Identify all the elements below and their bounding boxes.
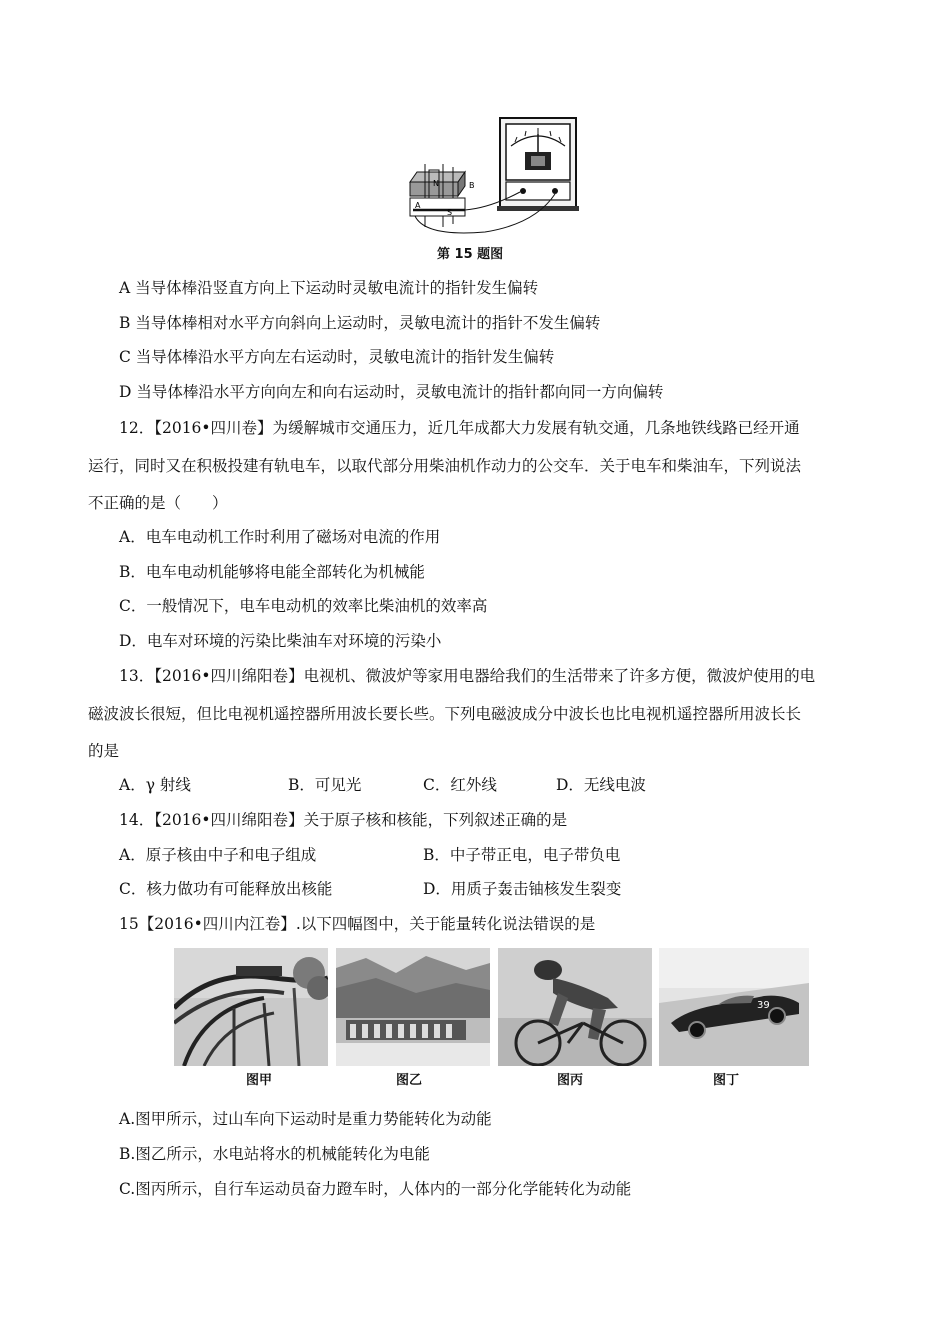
q11-option-a: A 当导体棒沿竖直方向上下运动时灵敏电流计的指针发生偏转 <box>119 279 539 297</box>
photo-caption-ding: 图丁 <box>713 1073 740 1088</box>
q13-stem-line-2: 磁波波长很短，但比电视机遥控器所用波长要长些。下列电磁波成分中波长也比电视机遥控器所用波长长 <box>88 705 802 723</box>
photo-caption-jia: 图甲 <box>246 1073 273 1088</box>
car-number: 39 <box>757 1000 770 1011</box>
q15-option-c: C.图丙所示，自行车运动员奋力蹬车时，人体内的一部分化学能转化为动能 <box>119 1180 632 1198</box>
photo-caption-yi: 图乙 <box>396 1073 423 1088</box>
q12-stem-line-1: 12．【2016•四川卷】为缓解城市交通压力，近几年成都大力发展有轨交通，几条地铁线路已经开通 <box>119 419 800 437</box>
q12-option-b: B．电车电动机能够将电能全部转化为机械能 <box>119 563 425 581</box>
photo-cyclist <box>498 948 652 1066</box>
q12-stem-line-2: 运行，同时又在积极投建有轨电车，以取代部分用柴油机作动力的公交车．关于电车和柴油车，下列说法 <box>88 457 802 475</box>
q13-option-a: A．γ 射线 <box>119 776 191 794</box>
photo-race-car <box>659 948 809 1066</box>
q15-option-b: B.图乙所示，水电站将水的机械能转化为电能 <box>119 1145 430 1163</box>
q12-option-c: C．一般情况下，电车电动机的效率比柴油机的效率高 <box>119 597 488 615</box>
q11-option-d: D 当导体棒沿水平方向向左和向右运动时，灵敏电流计的指针都向同一方向偏转 <box>119 383 664 401</box>
svg-text:S: S <box>447 208 453 217</box>
svg-text:B: B <box>469 181 475 190</box>
q12-option-d: D．电车对环境的污染比柴油车对环境的污染小 <box>119 632 442 650</box>
q13-stem-line-1: 13．【2016•四川绵阳卷】电视机、微波炉等家用电器给我们的生活带来了许多方便，微波炉使用的电 <box>119 667 816 685</box>
photo-hydro-dam <box>336 948 490 1066</box>
figure-15-caption: 第 15 题图 <box>437 247 504 262</box>
q15-stem: 15【2016•四川内江卷】.以下四幅图中，关于能量转化说法错误的是 <box>119 915 596 933</box>
q14-option-d: D．用质子轰击铀核发生裂变 <box>423 880 622 898</box>
q15-option-a: A.图甲所示，过山车向下运动时是重力势能转化为动能 <box>119 1110 492 1128</box>
figure-15-diagram <box>405 112 585 242</box>
q13-option-d: D．无线电波 <box>556 776 646 794</box>
q14-stem: 14．【2016•四川绵阳卷】关于原子核和核能，下列叙述正确的是 <box>119 811 568 829</box>
q13-stem-line-3: 的是 <box>88 742 120 760</box>
q14-option-b: B．中子带正电，电子带负电 <box>423 846 621 864</box>
q14-option-a: A．原子核由中子和电子组成 <box>119 846 317 864</box>
q13-option-c: C．红外线 <box>423 776 497 794</box>
photo-caption-bing: 图丙 <box>557 1073 584 1088</box>
q11-option-c: C 当导体棒沿水平方向左右运动时，灵敏电流计的指针发生偏转 <box>119 348 555 366</box>
svg-text:N: N <box>433 179 439 188</box>
q13-option-b: B．可见光 <box>288 776 362 794</box>
q11-option-b: B 当导体棒相对水平方向斜向上运动时，灵敏电流计的指针不发生偏转 <box>119 314 601 332</box>
photo-roller-coaster <box>174 948 328 1066</box>
svg-text:A: A <box>415 201 421 210</box>
q14-option-c: C．核力做功有可能释放出核能 <box>119 880 333 898</box>
q12-option-a: A．电车电动机工作时利用了磁场对电流的作用 <box>119 528 441 546</box>
q12-stem-line-3: 不正确的是（ ） <box>88 494 228 512</box>
